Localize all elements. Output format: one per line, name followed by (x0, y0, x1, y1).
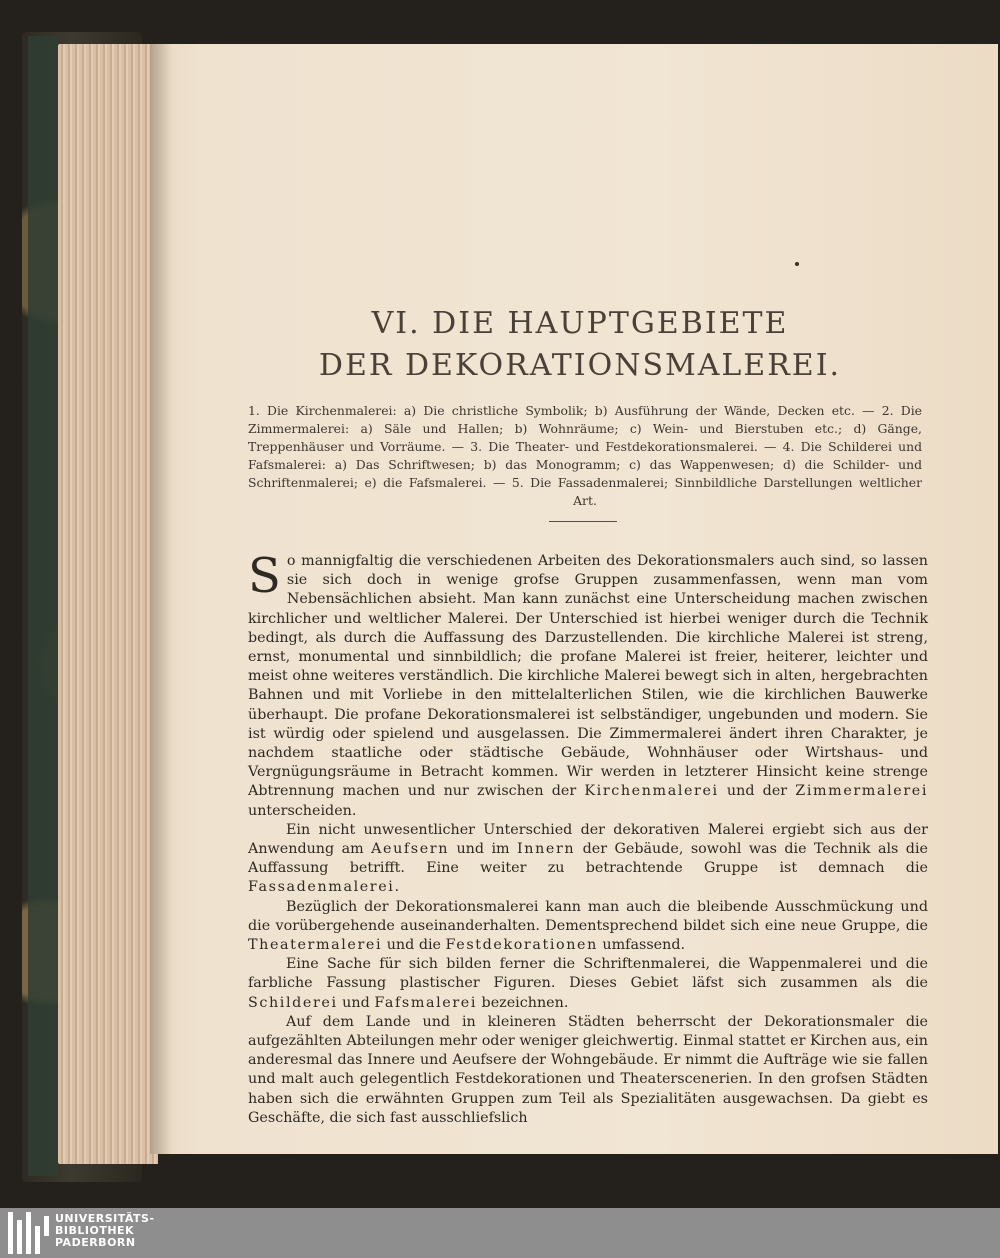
book-spine (28, 36, 58, 1176)
emphasis: Festdekorationen (445, 937, 598, 954)
page-gutter-shadow (150, 44, 172, 1154)
paragraph-4: Eine Sache für sich bilden ferner die Schriftenmalerei, die Wappenmalerei und die farbliche Fassung plastischer Figuren. Dieses Gebiet läfst sich zusammen als die Schilderei und Fafsmalerei bezeichnen. (248, 956, 928, 1011)
library-name: UNIVERSITÄTS- BIBLIOTHEK PADERBORN (55, 1212, 155, 1249)
paragraph-3: Bezüglich der Dekorationsmalerei kann man auch die bleibende Ausschmückung und die vorübergehende auseinanderhalten. Dementsprechend bildet sich eine neue Gruppe, die Theatermalerei und die Festdekorationen umfassend. (248, 898, 928, 954)
ink-speck (795, 262, 799, 266)
emphasis: Fafsmalerei (374, 994, 477, 1011)
emphasis: Aeufsern (371, 841, 450, 858)
chapter-summary: 1. Die Kirchenmalerei: a) Die christliche Symbolik; b) Ausführung der Wände, Decken etc. — 2. Die Zimmermalerei: a) Säle und Hallen; b) Wohnräume; c) Wein- und Bierstuben etc.; d) Gänge, Treppenhäuser und Vorräume. — 3. Die Theater- und Festdekorationsmalerei. — 4. Die Schilderei und Fafsmalerei: a) Das Schriftwesen; b) das Monogramm; c) das Wappenwesen; d) die Schilder- und Schriftenmalerei; e) die Fafsmalerei. — 5. Die Fassadenmalerei; Sinnbildliche Darstellungen weltlicher Art. (248, 403, 922, 508)
emphasis: Fassadenmalerei (248, 879, 395, 896)
emphasis: Kirchenmalerei (584, 783, 719, 800)
emphasis: Schilderei (248, 994, 338, 1011)
chapter-title-line2: DER DEKORATIONSMALEREI. (318, 348, 842, 383)
emphasis: Theatermalerei (248, 937, 383, 954)
section-divider (549, 521, 617, 522)
emphasis: Zimmermalerei (795, 783, 928, 800)
emphasis: Innern (517, 841, 576, 858)
paragraph-2: Ein nicht unwesentlicher Unterschied der dekorativen Malerei ergiebt sich aus der Anwendung am Aeufsern und im Innern der Gebäude, sowohl was die Technik als die Auffassung betrifft. Eine weiter zu betrachtende Gruppe ist demnach die Fassadenmalerei. (248, 821, 928, 896)
chapter-title-line1: VI. DIE HAUPTGEBIETE (371, 306, 789, 341)
paragraph-5: Auf dem Lande und in kleineren Städten beherrscht der Dekorationsmaler die aufgezählten Abteilungen mehr oder weniger gleichwertig. Einmal stattet er Kirchen aus, ein anderesmal das Innere und Aeufsere der Wohngebäude. Er nimmt die Aufträge wie sie fallen und malt auch gelegentlich Festdekorationen und Theaterscenerien. In den grofsen Städten haben sich die erwähnten Gruppen zum Teil als Spezialitäten ausgewachsen. Da giebt es Geschäfte, die sich fast ausschliefslich (248, 1013, 928, 1126)
drop-cap: S (248, 548, 281, 604)
page-edges (58, 44, 158, 1164)
body-text (248, 548, 928, 1128)
library-logo-icon (8, 1212, 48, 1254)
paragraph-1: So mannigfaltig die verschiedenen Arbeiten des Dekorationsmalers auch sind, so lassen sie sich doch in wenige grofse Gruppen zusammenfassen, wenn man vom Nebensächlichen absieht. Man kann zunächst eine Unterscheidung machen zwischen kirchlicher und weltlicher Malerei. Der Unterschied ist hierbei weniger durch die Technik bedingt, als durch die Auffassung des Darzustellenden. Die kirchliche Malerei ist streng, ernst, monumental und sinnbildlich; die profane Malerei ist freier, heiterer, leichter und meist ohne weiteres verständlich. Die kirchliche Malerei bewegt sich in alten, hergebrachten Bahnen und mit Vorliebe in den mittelalterlichen Stilen, wie die kirchlichen Bauwerke überhaupt. Die profane Dekorationsmalerei ist selbständiger, ungebunden und modern. Sie ist würdig oder spielend und ausgelassen. Die Zimmermalerei ändert ihren Charakter, je nachdem staatliche oder städtische Gebäude, Wohnhäuser oder Wirtshaus- und Vergnügungsräume in Betracht kommen. Wir werden in letzterer Hinsicht keine strenge Abtrennung machen und nur zwischen der Kirchenmalerei und der Zimmermalerei unterscheiden. (248, 548, 928, 819)
